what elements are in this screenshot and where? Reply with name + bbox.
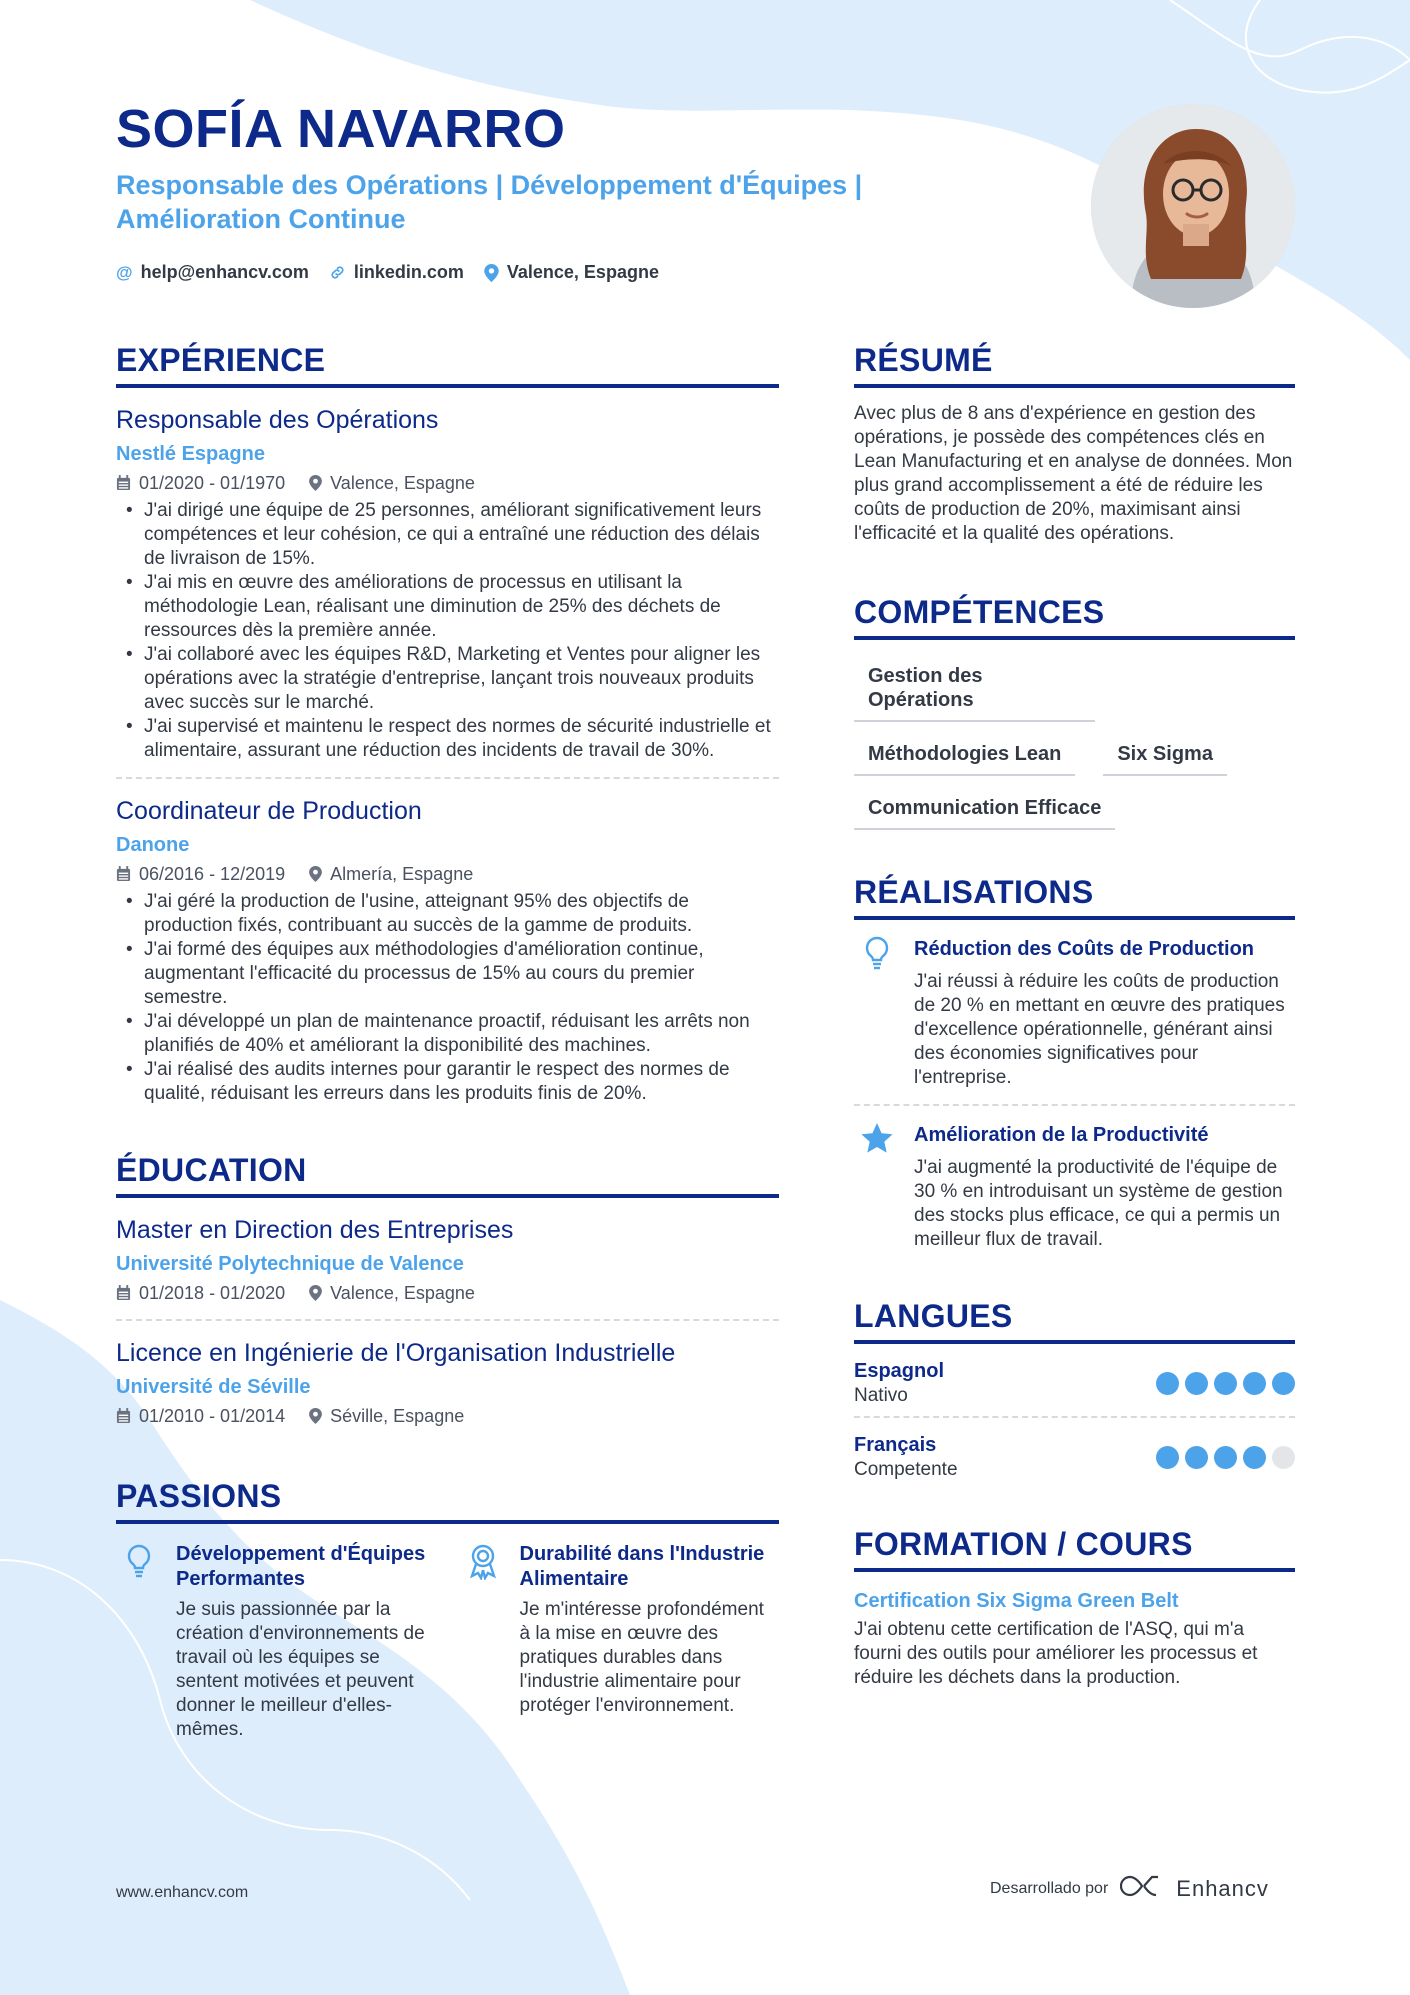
bullet-item: • J'ai collaboré avec les équipes R&D, Marketing et Ventes pour aligner les opérations avec la stratégie d'entreprise, lançant trois nouveaux produits avec succès sur le marché. [116,643,779,715]
achievement-item [854,1104,1295,1266]
language-name: Français [854,1434,937,1456]
skill-tag: Gestion des Opérations [854,658,1095,722]
bullet-item: • J'ai réalisé des audits internes pour garantir le respect des normes de qualité, réduisant les erreurs dans les produits finis de 20%. [116,1058,779,1106]
bullet-item: • J'ai mis en œuvre des améliorations de processus en utilisant la méthodologie Lean, réalisant une diminution de 25% des déchets de ressources dès la première année. [116,571,779,643]
course-description: J'ai obtenu cette certification de l'ASQ, qui m'a fourni des outils pour améliorer les processus et réduire les déchets dans la production. [854,1619,1258,1688]
skills-list [854,658,1295,830]
skills-heading: COMPÉTENCES [854,592,1295,640]
company-name: Nestlé Espagne [116,443,265,465]
degree-title: Licence en Ingénierie de l'Organisation Industrielle [116,1339,676,1367]
rating-dot [1243,1446,1266,1469]
passion-title: Développement d'Équipes Performantes [176,1543,426,1590]
language-item [854,1416,1295,1490]
language-rating [1156,1372,1295,1395]
contact-linkedin[interactable] [329,262,464,283]
education-dates: 01/2018 - 01/2020 [139,1283,286,1303]
contact-email[interactable] [116,262,309,283]
job-bullets [116,499,779,763]
language-level: Competente [854,1459,958,1480]
footer-website[interactable]: www.enhancv.com [116,1884,249,1901]
experience-section [116,340,779,1120]
contact-linkedin-label: linkedin.com [353,262,464,282]
passion-title: Durabilité dans l'Industrie Alimentaire [519,1543,765,1590]
achievements-section [854,872,1295,1266]
job-bullets [116,890,779,1106]
job-location: Valence, Espagne [330,473,475,493]
achievement-item [854,920,1295,1104]
education-meta [116,1404,779,1428]
achievement-text: J'ai réussi à réduire les coûts de production de 20 % en mettant en œuvre des pratiques d'excellence opérationnelle, générant ainsi des économies significatives pour l'entreprise. [914,971,1285,1088]
rating-dot [1185,1372,1208,1395]
summary-section [854,340,1295,546]
education-heading: ÉDUCATION [116,1150,779,1198]
contact-location [484,262,659,283]
rating-dot [1214,1446,1237,1469]
passion-item [116,1542,436,1742]
experience-item [116,388,779,777]
summary-heading: RÉSUMÉ [854,340,1295,388]
achievement-title: Amélioration de la Productivité [914,1124,1209,1146]
education-dates: 01/2010 - 01/2014 [139,1406,286,1426]
award-icon [460,1542,506,1742]
calendar-icon [116,1285,131,1301]
powered-by-label: Desarrollado por [990,1880,1109,1897]
job-title: Coordinateur de Production [116,797,422,825]
education-location: Valence, Espagne [330,1283,475,1303]
experience-item [116,777,779,1120]
profile-photo [1091,104,1295,308]
resume-header [116,96,946,283]
job-title: Responsable des Opérations [116,406,439,434]
skills-section [854,592,1295,830]
bullet-item: • J'ai formé des équipes aux méthodologies d'amélioration continue, augmentant l'efficacité du processus de 15% au cours du premier semestre. [116,938,779,1010]
lightbulb-icon [116,1542,162,1742]
courses-section [854,1524,1295,1690]
location-pin-icon [309,1285,322,1301]
calendar-icon [116,1408,131,1424]
rating-dot [1214,1372,1237,1395]
skill-tag: Six Sigma [1103,736,1227,776]
language-level: Nativo [854,1385,908,1406]
footer-branding [990,1874,1269,1904]
calendar-icon [116,475,131,491]
summary-text: Avec plus de 8 ans d'expérience en gestion des opérations, je possède des compétences clés en Lean Manufacturing et en analyse de données. Mon plus grand accomplissement a été de réduire les coûts de production de 20%, maximisant ainsi l'efficacité et la qualité des opérations. [854,403,1293,544]
skill-tag: Communication Efficace [854,790,1115,830]
language-name: Espagnol [854,1360,945,1382]
location-pin-icon [309,1408,322,1424]
right-column [854,340,1295,1690]
rating-dot [1185,1446,1208,1469]
job-meta [116,862,779,886]
left-column [116,340,779,1742]
brand-name: Enhancv [1176,1876,1269,1901]
job-dates: 01/2020 - 01/1970 [139,473,286,493]
at-icon: @ [116,262,133,282]
language-item [854,1344,1295,1416]
rating-dot [1156,1372,1179,1395]
experience-heading: EXPÉRIENCE [116,340,779,388]
bullet-item: • J'ai supervisé et maintenu le respect des normes de sécurité industrielle et alimentaire, assurant une réduction des incidents de travail de 30%. [116,715,779,763]
brand-logo[interactable] [1120,1874,1269,1904]
degree-title: Master en Direction des Entreprises [116,1216,514,1244]
rating-dot [1272,1446,1295,1469]
location-pin-icon [309,475,322,491]
bullet-item: • J'ai dirigé une équipe de 25 personnes, améliorant significativement leurs compétences et leur cohésion, ce qui a entraîné une réduction des délais de livraison de 15%. [116,499,779,571]
calendar-icon [116,866,131,882]
candidate-title: Responsable des Opérations | Développement d'Équipes | Amélioration Continue [116,170,863,234]
education-section [116,1150,779,1442]
passion-text: Je suis passionnée par la création d'environnements de travail où les équipes se sentent motivées et peuvent donner le meilleur d'elles-mêmes. [176,1599,425,1740]
passions-section [116,1476,779,1742]
candidate-name: SOFÍA NAVARRO [116,99,566,159]
achievement-text: J'ai augmenté la productivité de l'équipe de 30 % en introduisant un système de gestion des stocks plus efficace, ce qui a permis un meilleur flux de travail. [914,1157,1283,1250]
school-name: Université de Séville [116,1376,311,1398]
bullet-item: • J'ai géré la production de l'usine, atteignant 95% des objectifs de production fixés, contribuant au succès de la gamme de produits. [116,890,779,938]
rating-dot [1243,1372,1266,1395]
achievement-title: Réduction des Coûts de Production [914,938,1255,960]
education-item [116,1319,779,1442]
languages-heading: LANGUES [854,1296,1295,1344]
contact-list [116,262,946,283]
job-location: Almería, Espagne [330,864,474,884]
skill-tag: Méthodologies Lean [854,736,1075,776]
bullet-item: • J'ai développé un plan de maintenance proactif, réduisant les arrêts non planifiés de 40% et améliorant la disponibilité des machines. [116,1010,779,1058]
languages-section [854,1296,1295,1490]
course-title: Certification Six Sigma Green Belt [854,1590,1179,1612]
rating-dot [1272,1372,1295,1395]
location-pin-icon [484,264,499,282]
passions-heading: PASSIONS [116,1476,779,1524]
job-dates: 06/2016 - 12/2019 [139,864,286,884]
passions-list [116,1542,779,1742]
passion-text: Je m'intéresse profondément à la mise en œuvre des pratiques durables dans l'industrie alimentaire pour protéger l'environnement. [519,1599,764,1716]
contact-location-label: Valence, Espagne [506,262,659,282]
achievements-heading: RÉALISATIONS [854,872,1295,920]
job-meta [116,471,779,495]
location-pin-icon [309,866,322,882]
language-rating [1156,1446,1295,1469]
contact-email-label: help@enhancv.com [140,262,309,282]
link-icon [329,264,346,281]
star-icon [854,1122,900,1252]
enhancv-logo-icon [1120,1874,1166,1904]
courses-heading: FORMATION / COURS [854,1524,1295,1572]
company-name: Danone [116,834,190,856]
education-location: Séville, Espagne [330,1406,465,1426]
rating-dot [1156,1446,1179,1469]
lightbulb-icon [854,936,900,1090]
passion-item [460,1542,780,1742]
education-item [116,1198,779,1319]
school-name: Université Polytechnique de Valence [116,1253,464,1275]
education-meta [116,1281,779,1305]
